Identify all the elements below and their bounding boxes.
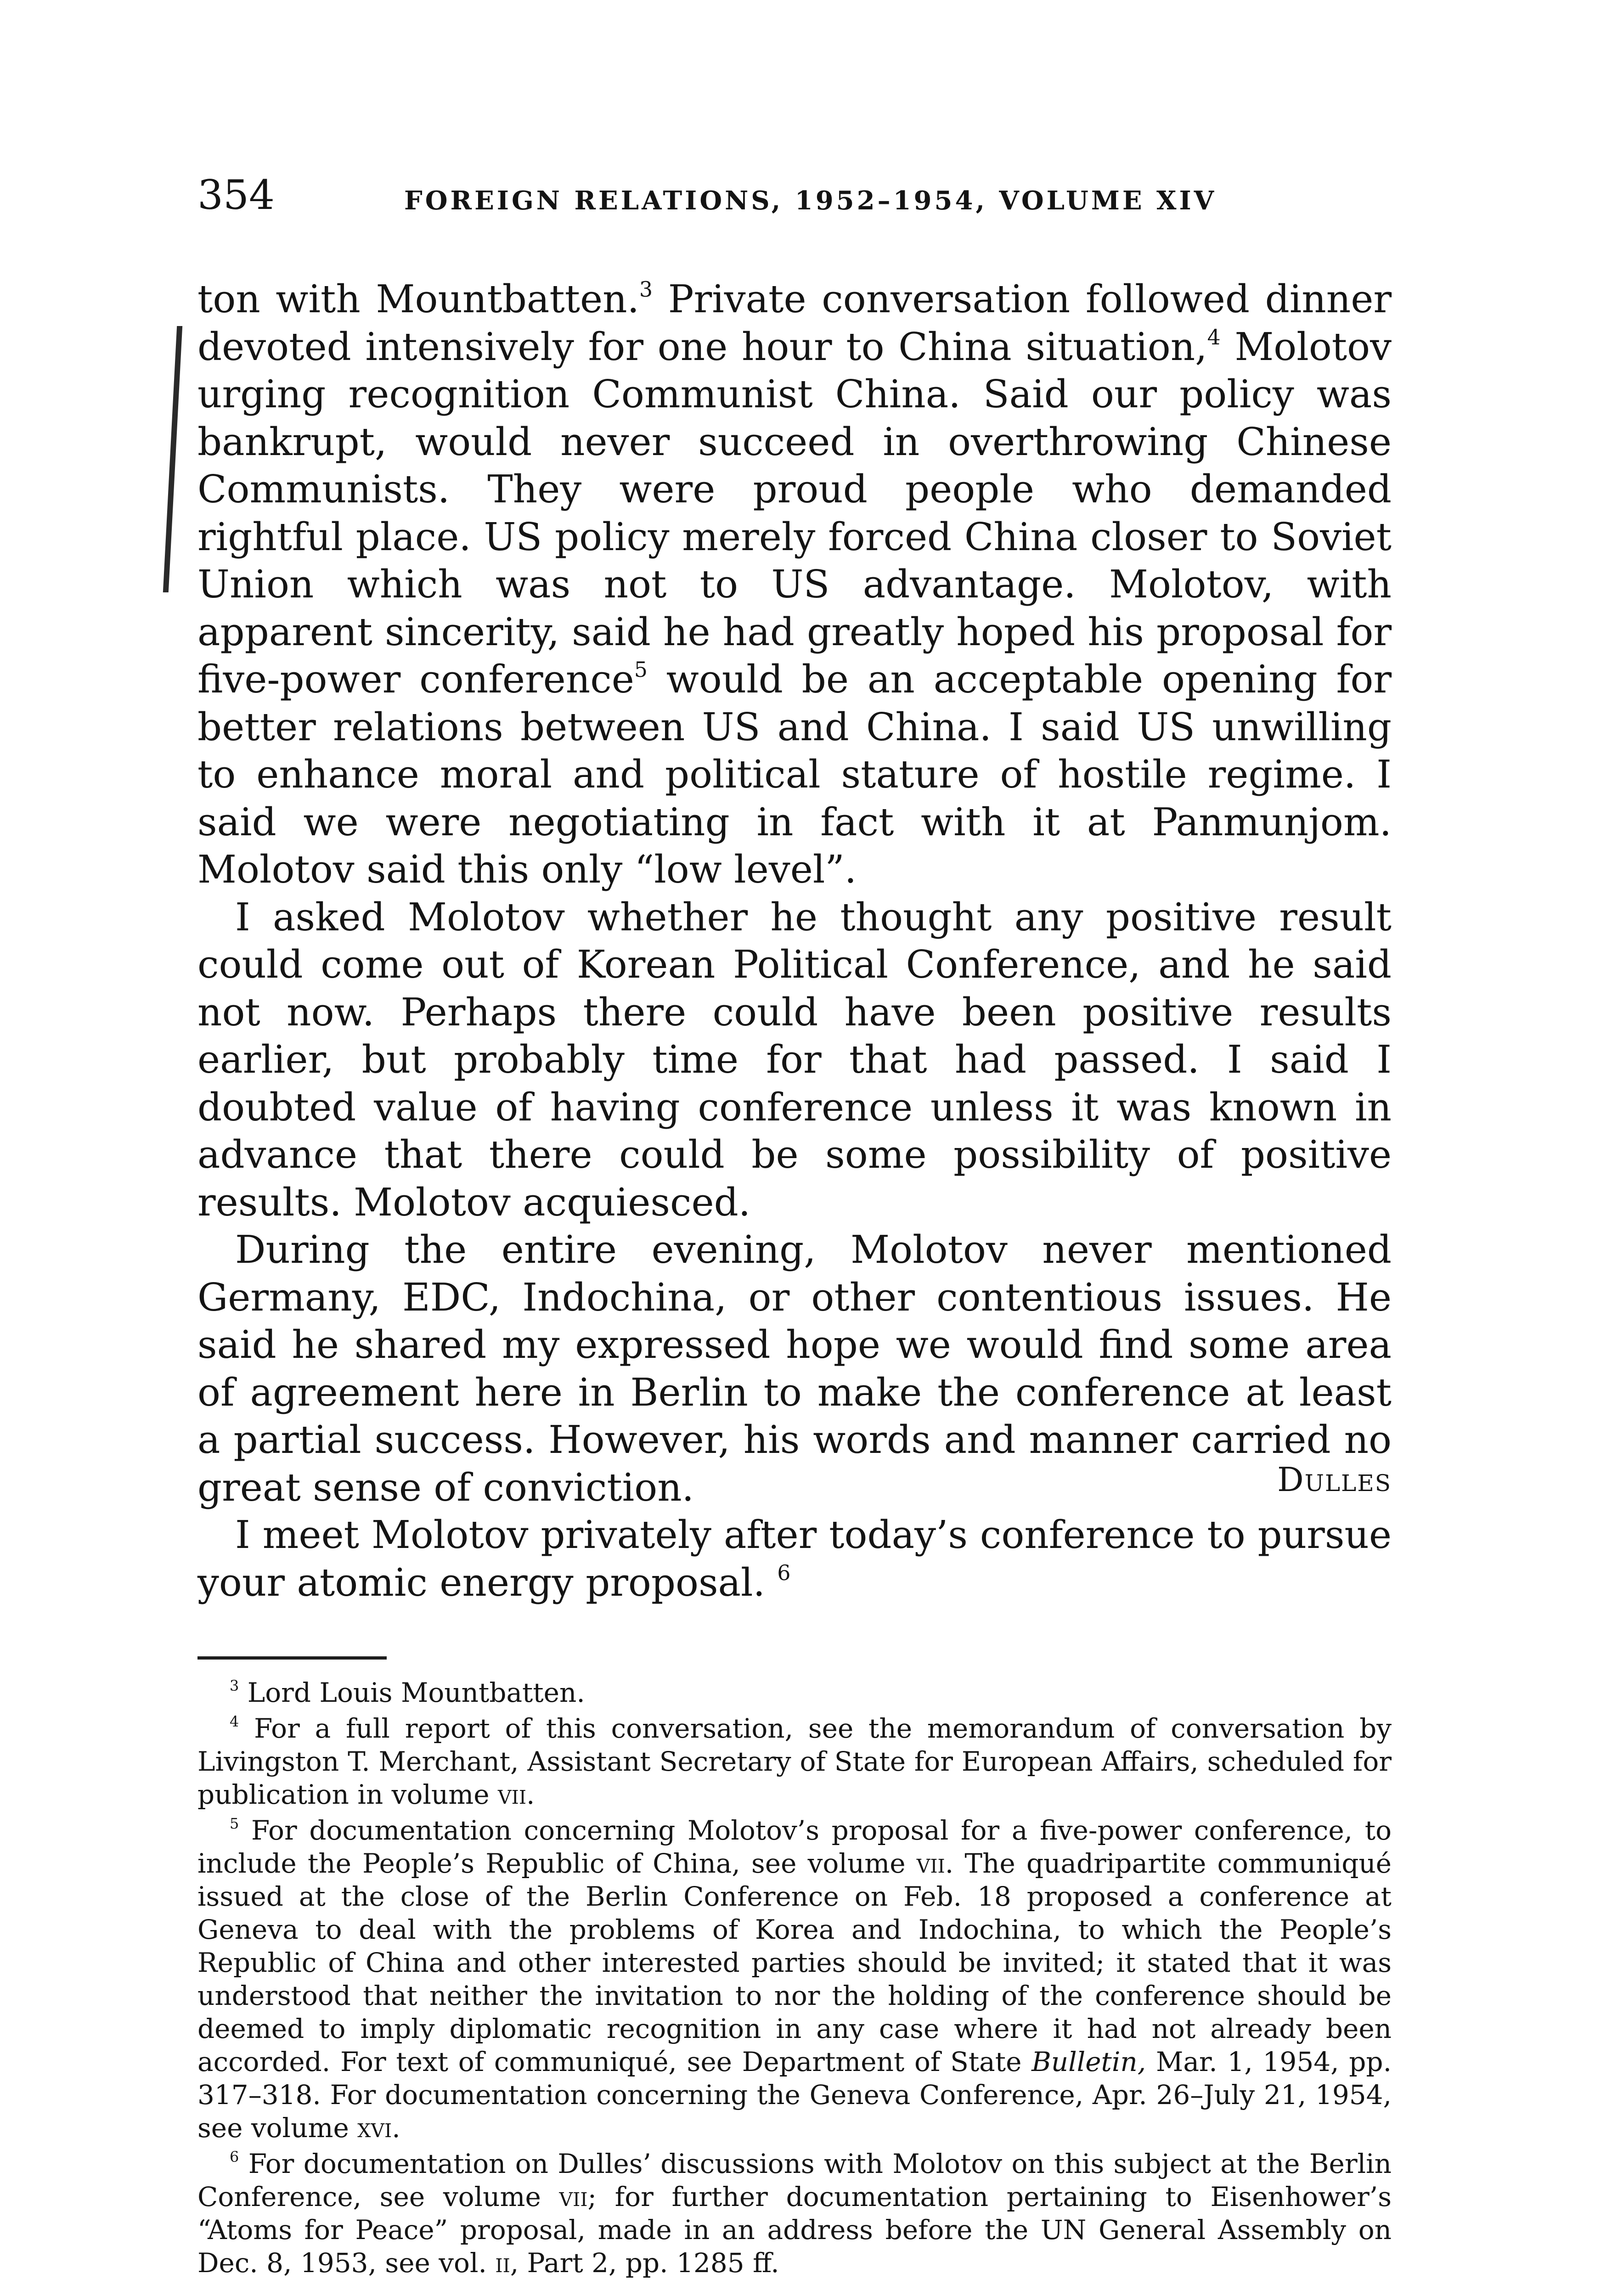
text-run: ton with Mountbatten. (197, 277, 639, 321)
footnote-text: For documentation concerning Molotov’s proposal for a five-power conference, to include the People’s Republic of China, see volume (197, 1815, 1392, 1879)
bulletin-title: Bulletin, (1031, 2046, 1146, 2077)
footnote-ref-6: 6 (777, 1560, 791, 1585)
footnote-ref-5: 5 (634, 657, 648, 682)
paragraph-entire-evening: During the entire evening, Molotov never mentioned Germany, EDC, Indochina, or other contentious issues. He said he shared my expressed hope we would find some area of agreement here in Berlin to make the conference at least a partial success. However, his words and manner carried no great sense of conviction. (197, 1227, 1392, 1510)
volume-ref: vii (498, 1779, 527, 1810)
footnote-text: . (392, 2112, 400, 2144)
volume-ref: ii (495, 2247, 510, 2279)
volume-ref: vii (916, 1848, 945, 1879)
page-number: 354 (197, 171, 275, 219)
document-body (197, 276, 1392, 1606)
paragraph-atomic-energy (197, 1511, 1392, 1606)
footnote-5 (197, 1814, 1392, 2144)
footnote-marker: 4 (230, 1713, 239, 1731)
footnote-text: For a full report of this conversation, see the memorandum of conversation by Livingston T. Merchant, Assistant Secretary of State for European Affairs, scheduled for publication in volume (197, 1713, 1392, 1810)
signature: Dulles (1277, 1460, 1392, 1499)
footnote-ref-4: 4 (1207, 325, 1221, 349)
text-run: Molotov urging recognition Communist China. Said our policy was bankrupt, would never succeed in overthrowing Chinese Communists. They were proud people who demanded rightful place. US policy merely forced China closer to Soviet Union which was not to US advantage. Molotov, with apparent sincerity, said he had greatly hoped his proposal for five-power conference (197, 324, 1392, 702)
text-run: Private conversation followed dinner devoted intensively for one hour to China situation, (197, 277, 1392, 369)
paragraph-korean-conference: I asked Molotov whether he thought any positive result could come out of Korean Political Conference, and he said not now. Perhaps there could have been positive results earlier, but probably time for that had passed. I said I doubted value of having conference unless it was known in advance that there could be some possibility of positive results. Molotov acquiesced. (197, 895, 1392, 1225)
volume-ref: xvi (357, 2112, 392, 2144)
footnote-marker: 6 (230, 2148, 239, 2166)
page-header (197, 170, 1392, 243)
footnote-text: . The quadripartite communiqué issued at the close of the Berlin Conference on Feb. 18 proposed a conference at Geneva to deal with the problems of Korea and Indochina, to which the People’s Republic of China and other interested parties should be invited; it stated that it was understood that neither the invitation to nor the holding of the conference should be deemed to imply diplomatic recognition in any case where it had not already been accorded. For text of communiqué, see Department of State (197, 1848, 1392, 2077)
paragraph-continued (197, 276, 1392, 894)
footnote-text: For documentation on Dulles’ discussions with Molotov on this subject at the Berlin Conference, see volume (197, 2148, 1392, 2212)
footnote-text: , Part 2, pp. 1285 ff. (510, 2247, 779, 2279)
footnote-marker: 5 (230, 1815, 239, 1833)
running-head: FOREIGN RELATIONS, 1952–1954, VOLUME XIV (404, 186, 1217, 216)
footnote-ref-3: 3 (639, 277, 653, 302)
footnote-6 (197, 2147, 1392, 2279)
volume-ref: vii (559, 2181, 588, 2212)
footnote-3 (197, 1676, 1392, 1709)
footnote-text: Lord Louis Mountbatten. (247, 1677, 585, 1708)
footnote-text: Mar. 1, 1954, pp. 317–318. For documentation concerning the Geneva Conference, Apr. 26–July 21, 1954, see volume (197, 2046, 1392, 2144)
text-run: I meet Molotov privately after today’s conference to pursue your atomic energy proposal. (197, 1513, 1392, 1605)
footnote-text: ; for further documentation pertaining to Eisenhower’s “Atoms for Peace” proposal, made in an address before the UN General Assembly on Dec. 8, 1953, see vol. (197, 2181, 1392, 2279)
footnote-4 (197, 1712, 1392, 1811)
footnotes (197, 1676, 1392, 2279)
footnote-marker: 3 (230, 1677, 239, 1695)
footnote-text: . (526, 1779, 535, 1810)
margin-change-bar (163, 326, 182, 592)
footnote-divider (197, 1656, 387, 1660)
text-run: would be an acceptable opening for better relations between US and China. I said US unwilling to enhance moral and political stature of hostile regime. I said we were negotiating in fact with it at Panmunjom. Molotov said this only “low level”. (197, 657, 1392, 892)
